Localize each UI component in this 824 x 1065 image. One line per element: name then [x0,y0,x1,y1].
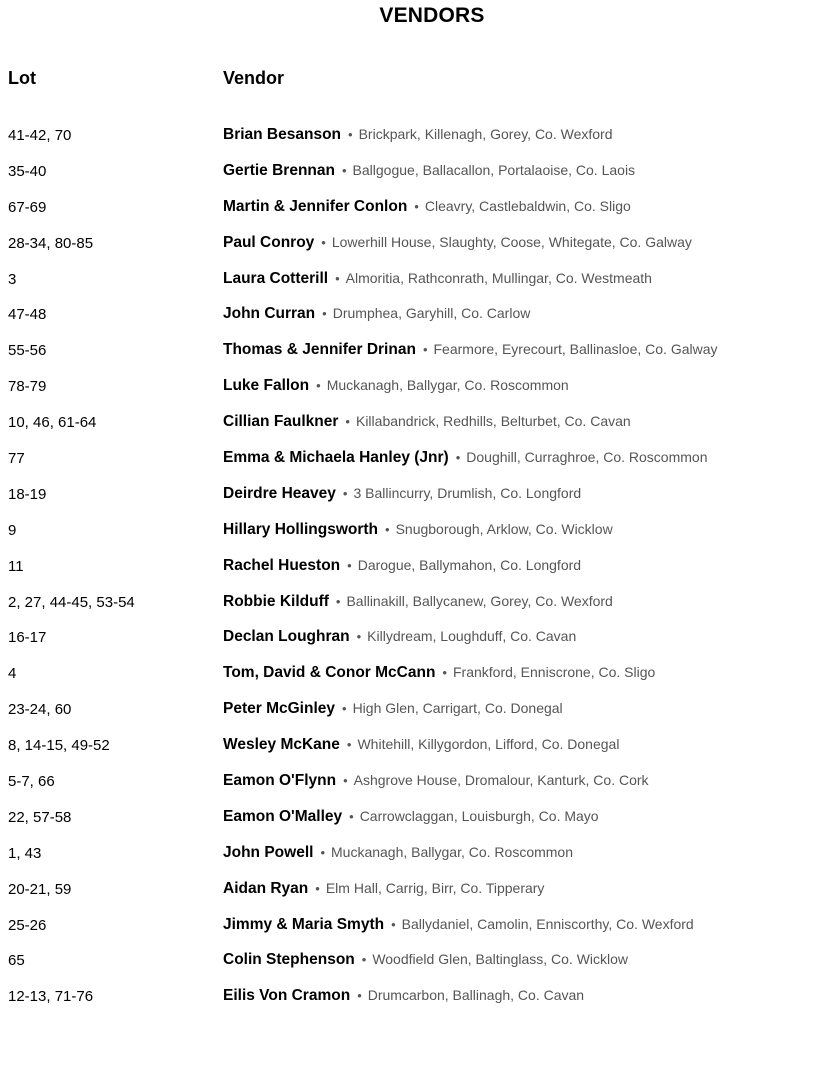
bullet-separator: • [343,773,348,789]
vendor-column-header: Vendor [223,68,285,88]
vendor-address: Brickpark, Killenagh, Gorey, Co. Wexford [358,126,613,142]
vendor-address: Snugborough, Arklow, Co. Wicklow [395,520,613,537]
vendor-name: Deirdre Heavey [223,484,336,502]
lot-numbers: 4 [8,665,17,683]
vendor-address: Elm Hall, Carrig, Birr, Co. Tipperary [325,879,545,896]
vendor-entry [223,808,599,826]
vendor-entry [223,844,573,862]
lot-numbers: 65 [8,952,25,970]
vendor-name: Robbie Kilduff [223,592,329,610]
bullet-separator: • [316,378,321,394]
vendor-row [0,270,824,306]
vendor-row [0,305,824,341]
bullet-separator: • [342,485,348,501]
lot-numbers: 16-17 [8,629,47,647]
bullet-separator: • [455,450,461,466]
vendor-address: Drumcarbon, Ballinagh, Co. Cavan [367,987,585,1004]
vendor-entry [223,162,635,180]
vendor-entry [223,234,692,252]
vendor-entry [223,593,613,611]
vendor-address: Carrowclaggan, Louisburgh, Co. Mayo [359,807,599,824]
vendor-row [0,198,824,234]
vendor-address: Darogue, Ballymahon, Co. Longford [357,556,582,573]
vendor-entry [223,413,631,431]
vendor-address: 3 Ballincurry, Drumlish, Co. Longford [353,484,582,501]
vendor-row [0,449,824,485]
vendor-entry [223,341,718,359]
vendor-entry [223,628,576,646]
vendor-name: Thomas & Jennifer Drinan [223,341,416,359]
bullet-separator: • [414,198,419,214]
lot-numbers: 5-7, 66 [8,773,55,791]
vendor-address: Muckanagh, Ballygar, Co. Roscommon [331,843,573,860]
vendor-name: Eamon O'Flynn [223,772,337,790]
vendor-row [0,162,824,198]
lot-numbers: 41-42, 70 [8,127,72,144]
vendor-name: Hillary Hollingsworth [223,520,379,538]
bullet-separator: • [442,665,447,681]
vendor-row [0,377,824,413]
vendor-entry [223,736,619,754]
vendor-entry [223,916,694,934]
lot-numbers: 8, 14-15, 49-52 [8,737,110,755]
page-title: VENDORS [379,4,485,27]
vendor-entry [223,951,628,969]
lot-numbers: 25-26 [8,916,47,934]
bullet-separator: • [320,844,325,860]
vendor-address: Drumphea, Garyhill, Co. Carlow [332,305,531,322]
vendor-name: John Curran [223,305,316,323]
bullet-separator: • [321,234,326,250]
vendor-entry [223,880,544,898]
column-header-row [0,68,824,92]
vendor-name: Laura Cotterill [223,269,329,287]
vendor-row [0,951,824,987]
vendor-name: Tom, David & Conor McCann [223,664,436,682]
vendor-entry [223,485,581,503]
vendor-address: Frankford, Enniscrone, Co. Sligo [452,664,656,681]
bullet-separator: • [342,701,347,717]
vendor-address: High Glen, Carrigart, Co. Donegal [352,700,563,717]
vendor-address: Killabandrick, Redhills, Belturbet, Co. Cavan [355,413,631,430]
vendor-row [0,808,824,844]
vendor-name: Eilis Von Cramon [223,987,351,1005]
lot-numbers: 18-19 [8,485,47,503]
vendor-address: Almoritia, Rathconrath, Mullingar, Co. Westmeath [345,269,652,286]
vendor-entry [223,449,707,467]
vendor-entry [223,987,584,1005]
vendor-address: Killydream, Loughduff, Co. Cavan [367,628,577,645]
vendor-address: Ballgogue, Ballacallon, Portalaoise, Co. Laois [352,161,636,178]
vendor-name: Martin & Jennifer Conlon [223,197,408,215]
vendor-entry [223,305,530,323]
vendor-address: Woodfield Glen, Baltinglass, Co. Wicklow [372,951,629,968]
vendor-row [0,987,824,1023]
bullet-separator: • [346,737,352,753]
lot-numbers: 3 [8,270,17,288]
bullet-separator: • [391,916,396,932]
vendor-row [0,628,824,664]
bullet-separator: • [347,557,352,573]
vendor-name: Aidan Ryan [223,879,309,897]
vendor-name: Jimmy & Maria Smyth [223,915,385,933]
vendor-entry [223,772,649,790]
lot-numbers: 9 [8,521,17,539]
lot-numbers: 77 [8,450,25,468]
vendor-address: Whitehill, Killygordon, Lifford, Co. Donegal [357,736,620,753]
lot-numbers: 2, 27, 44-45, 53-54 [8,593,135,611]
bullet-separator: • [349,808,354,824]
bullet-separator: • [357,988,362,1004]
vendor-name: Peter McGinley [223,700,335,718]
vendor-row [0,700,824,736]
vendor-row [0,736,824,772]
vendor-name: Eamon O'Malley [223,807,343,825]
bullet-separator: • [348,127,353,142]
vendor-name: John Powell [223,843,314,861]
vendor-entry [223,700,563,718]
vendor-row [0,844,824,880]
vendor-address: Lowerhill House, Slaughty, Coose, Whitegate, Co. Galway [331,233,692,250]
vendor-entry [223,198,631,216]
vendor-row [0,126,824,162]
vendor-row [0,341,824,377]
vendor-address: Ballydaniel, Camolin, Enniscorthy, Co. Wexford [401,915,694,932]
bullet-separator: • [385,521,390,537]
vendor-address: Doughill, Curraghroe, Co. Roscommon [466,449,708,466]
vendor-address: Muckanagh, Ballygar, Co. Roscommon [326,377,569,394]
vendor-row [0,593,824,629]
lot-numbers: 11 [8,557,24,575]
vendor-name: Paul Conroy [223,233,315,251]
vendor-entry [223,270,652,288]
vendor-list [0,126,824,1023]
lot-numbers: 12-13, 71-76 [8,988,94,1006]
lot-numbers: 35-40 [8,162,47,180]
vendor-row [0,234,824,270]
lot-numbers: 28-34, 80-85 [8,234,94,252]
bullet-separator: • [356,629,362,645]
vendor-address: Cleavry, Castlebaldwin, Co. Sligo [424,197,631,214]
lot-numbers: 10, 46, 61-64 [8,414,97,432]
vendor-name: Colin Stephenson [223,951,355,969]
vendor-row [0,557,824,593]
lot-numbers: 47-48 [8,306,47,324]
bullet-separator: • [322,306,327,322]
bullet-separator: • [335,593,341,609]
vendor-row [0,916,824,952]
vendor-entry [223,377,569,395]
bullet-separator: • [361,952,367,968]
vendor-entry [223,126,613,144]
vendor-name: Wesley McKane [223,736,340,754]
vendor-row [0,772,824,808]
lot-numbers: 22, 57-58 [8,808,72,826]
vendor-row [0,521,824,557]
vendor-entry [223,521,613,539]
lot-column-header: Lot [8,68,36,88]
lot-numbers: 1, 43 [8,844,42,862]
vendor-address: Ashgrove House, Dromalour, Kanturk, Co. Cork [353,772,649,789]
vendor-address: Ballinakill, Ballycanew, Gorey, Co. Wexford [346,592,613,609]
lot-numbers: 55-56 [8,342,47,360]
vendor-entry [223,557,581,575]
vendor-row [0,485,824,521]
vendor-name: Luke Fallon [223,377,310,395]
bullet-separator: • [315,880,320,896]
vendor-name: Rachel Hueston [223,556,341,574]
vendor-row [0,880,824,916]
vendor-row [0,413,824,449]
vendor-address: Fearmore, Eyrecourt, Ballinasloe, Co. Galway [433,341,718,358]
bullet-separator: • [341,162,347,178]
lot-numbers: 78-79 [8,378,47,396]
lot-numbers: 23-24, 60 [8,701,72,719]
bullet-separator: • [345,414,350,430]
vendor-name: Emma & Michaela Hanley (Jnr) [223,449,449,467]
vendor-name: Gertie Brennan [223,161,335,179]
vendor-name: Cillian Faulkner [223,413,339,431]
vendor-row [0,664,824,700]
vendor-entry [223,664,655,682]
lot-numbers: 67-69 [8,198,47,216]
bullet-separator: • [335,270,340,286]
lot-numbers: 20-21, 59 [8,880,72,898]
vendor-name: Declan Loughran [223,628,350,646]
bullet-separator: • [422,342,428,358]
vendor-name: Brian Besanson [223,126,342,143]
